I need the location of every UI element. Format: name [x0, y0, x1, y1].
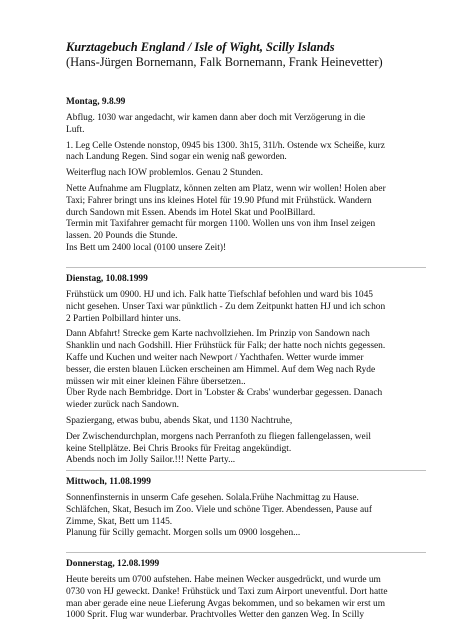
section-divider [66, 552, 426, 553]
diary-entry-tuesday [66, 267, 426, 471]
entry-date: Dienstag, 10.08.1999 [66, 274, 148, 284]
diary-entry-thursday [66, 552, 426, 626]
diary-entry-wednesday [66, 470, 426, 544]
document-authors: (Hans-Jürgen Bornemann, Falk Bornemann, Frank Heinevetter) [66, 55, 383, 69]
section-divider [66, 470, 426, 471]
entry-paragraph: Dann Abfahrt! Strecke gem Karte nachvollziehen. Im Prinzip von Sandown nach Shanklin und nach Godshill. Hier Frühstück für Falk; der hatte noch nichts gegessen. Kaffe und Kuchen und weiter nach Newport / Yachthafen. Wetter wurde immer besser, die ersten blauen Lücken erscheinen am Himmel. Auf dem Weg nach Ryde müssen wir mit einer kleinen Fähre übersetzen.. Über Ryde nach Bembridge. Dort in 'Lobster & Crabs' wunderbar gegessen. Danach wieder zurück nach Sandown. [66, 329, 386, 411]
entry-date: Montag, 9.8.99 [66, 97, 126, 107]
entry-paragraph: Der Zwischendurchplan, morgens nach Perranfoth zu fliegen fallengelassen, weil keine Stellplätze. Bei Chris Brooks für Freitag angekündigt. Abends noch im Jolly Sailor.!!! Nette Party... [66, 431, 371, 466]
entry-paragraph: Sonnenfinsternis in unserm Cafe gesehen. Solala.Frühe Nachmittag zu Hause. Schläfchen, Skat, Besuch im Zoo. Viele und schöne Tiger. Abendessen, Pause auf Zimme, Skat, Bett um 1145. Planung für Scilly gemacht. Morgen solls um 0900 losgehen... [66, 493, 372, 539]
document-title: Kurztagebuch England / Isle of Wight, Scilly Islands [66, 40, 335, 54]
entry-paragraph: Frühstück um 0900. HJ und ich. Falk hatte Tiefschlaf befohlen und ward bis 1045 nicht gesehen. Unser Taxi war pünktlich - Zu dem Zeitpunkt hatten HJ und ich schon 2 Partien Polbillard hinter uns. [66, 290, 386, 324]
diary-entry-monday [66, 96, 426, 259]
entry-paragraph: Nette Aufnahme am Flugplatz, können zelten am Platz, wenn wir wollen! Holen aber Taxi; Fahrer bringt uns ins kleines Hotel für 19.90 Pfund mit Frühstück. Wandern durch Sandown mit Essen. Abends im Hotel Skat und PoolBillard. Termin mit Taxifahrer gemacht für morgen 1100. Wollen uns von ihm Insel zeigen lassen. 20 Pounds die Stunde. Ins Bett um 2400 local (0100 unsere Zeit)! [66, 183, 386, 253]
entry-paragraph: 1. Leg Celle Ostende nonstop, 0945 bis 1300. 3h15, 31l/h. Ostende wx Scheiße, kurz nach Landung Regen. Sind sogar ein wenig naß geworden. [66, 140, 385, 163]
entry-paragraph: Weiterflug nach IOW problemlos. Genau 2 Stunden. [66, 168, 263, 179]
entry-paragraph: Spaziergang, etwas bubu, abends Skat, und 1130 Nachtruhe, [66, 415, 293, 426]
section-divider [66, 267, 426, 268]
entry-paragraph: Abflug. 1030 war angedacht, wir kamen dann aber doch mit Verzögerung in die Luft. [66, 113, 366, 135]
entry-date: Mittwoch, 11.08.1999 [66, 477, 151, 487]
entry-date: Donnerstag, 12.08.1999 [66, 559, 160, 569]
title-block [66, 40, 426, 70]
entry-paragraph: Heute bereits um 0700 aufstehen. Habe meinen Wecker ausgedrückt, und wurde um 0730 von HJ geweckt. Danke! Frühstück und Taxi zum Airport uneventful. Dort hatte man aber gerade eine neue Lieferung Avgas bekommen, und so bekamen wir erst um 1000 Sprit. Flug war wunderbar. Prachtvolles Wetter den ganzen Weg. In Scilly [66, 575, 388, 621]
